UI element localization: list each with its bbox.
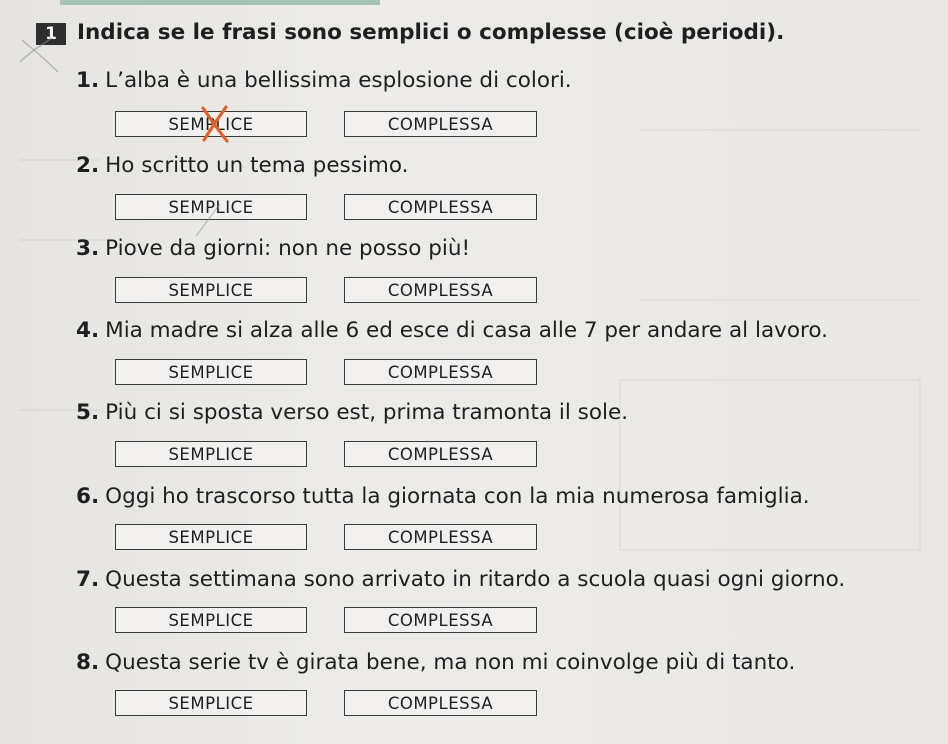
option-label: COMPLESSA <box>387 527 494 547</box>
option-label: COMPLESSA <box>387 197 494 217</box>
semplice-checkbox[interactable] <box>115 607 307 633</box>
sentence-text: Questa serie tv è girata bene, ma non mi coinvolge più di tanto. <box>105 650 796 675</box>
complessa-checkbox[interactable] <box>344 194 537 220</box>
option-label: SEMPLICE <box>168 610 254 630</box>
option-label: SEMPLICE <box>168 280 254 300</box>
semplice-checkbox[interactable] <box>115 441 307 467</box>
sentence-number: 6. <box>76 484 100 509</box>
sentence-item <box>76 318 828 343</box>
option-label: SEMPLICE <box>168 693 254 713</box>
sentence-item <box>76 650 795 675</box>
complessa-checkbox[interactable] <box>344 359 537 385</box>
option-label: SEMPLICE <box>168 114 254 134</box>
sentence-item <box>76 68 572 93</box>
sentence-text: Oggi ho trascorso tutta la giornata con la mia numerosa famiglia. <box>105 484 810 509</box>
sentence-item <box>76 400 628 425</box>
complessa-checkbox[interactable] <box>344 277 537 303</box>
semplice-checkbox[interactable] <box>115 277 307 303</box>
semplice-checkbox[interactable] <box>115 194 307 220</box>
sentence-number: 7. <box>76 567 100 592</box>
sentence-item <box>76 236 470 261</box>
option-label: SEMPLICE <box>168 527 254 547</box>
option-label: COMPLESSA <box>387 114 494 134</box>
sentence-item <box>76 567 845 592</box>
complessa-checkbox[interactable] <box>344 524 537 550</box>
sentence-number: 4. <box>76 318 100 343</box>
semplice-checkbox[interactable] <box>115 359 307 385</box>
sentence-number: 5. <box>76 400 100 425</box>
complessa-checkbox[interactable] <box>344 690 537 716</box>
sentence-text: Più ci si sposta verso est, prima tramonta il sole. <box>105 400 629 425</box>
sentence-item <box>76 484 810 509</box>
exercise-number: 1 <box>36 23 66 45</box>
header-accent-bar <box>60 0 380 5</box>
option-label: SEMPLICE <box>168 362 254 382</box>
complessa-checkbox[interactable] <box>344 607 537 633</box>
sentence-number: 3. <box>76 236 100 261</box>
option-label: COMPLESSA <box>387 610 494 630</box>
semplice-checkbox[interactable] <box>115 524 307 550</box>
sentence-text: L’alba è una bellissima esplosione di colori. <box>105 68 572 93</box>
option-label: SEMPLICE <box>168 444 254 464</box>
semplice-checkbox[interactable] <box>115 690 307 716</box>
option-label: COMPLESSA <box>387 693 494 713</box>
sentence-number: 1. <box>76 68 100 93</box>
complessa-checkbox[interactable] <box>344 441 537 467</box>
sentence-number: 8. <box>76 650 100 675</box>
exercise-instruction: Indica se le frasi sono semplici o complesse (cioè periodi). <box>77 20 785 45</box>
option-label: SEMPLICE <box>168 197 254 217</box>
option-label: COMPLESSA <box>387 444 494 464</box>
sentence-text: Piove da giorni: non ne posso più! <box>105 236 471 261</box>
option-label: COMPLESSA <box>387 280 494 300</box>
sentence-item <box>76 153 408 178</box>
semplice-checkbox[interactable] <box>115 111 307 137</box>
sentence-text: Mia madre si alza alle 6 ed esce di casa alle 7 per andare al lavoro. <box>105 318 828 343</box>
complessa-checkbox[interactable] <box>344 111 537 137</box>
sentence-text: Ho scritto un tema pessimo. <box>105 153 409 178</box>
sentence-number: 2. <box>76 153 100 178</box>
option-label: COMPLESSA <box>387 362 494 382</box>
sentence-text: Questa settimana sono arrivato in ritardo a scuola quasi ogni giorno. <box>105 567 846 592</box>
